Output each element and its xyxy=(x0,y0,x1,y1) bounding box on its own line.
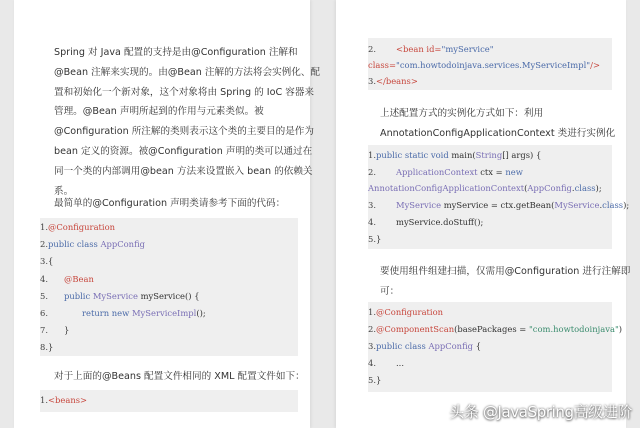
watermark-text: 头条 @JavaSpring高级进阶 xyxy=(449,403,632,421)
intro-line: 系。 xyxy=(54,185,74,197)
code-token: return new xyxy=(82,308,130,318)
code-block-java-config xyxy=(40,218,298,356)
code-line xyxy=(368,341,481,351)
code-token: myService = ctx.getBean( xyxy=(441,200,555,210)
intro-line: @Configuration 所注解的类则表示这个类的主要目的是作为 xyxy=(54,126,314,138)
code-line xyxy=(40,325,69,335)
code-line xyxy=(368,76,418,86)
simplest-text: 最简单的@Configuration 声明类请参考下面的代码： xyxy=(54,198,286,209)
line-number: 2. xyxy=(368,44,376,54)
simplest-paragraph xyxy=(54,194,285,214)
code-token: ); xyxy=(623,200,630,210)
code-token: } xyxy=(376,234,382,244)
xml-intro-paragraph xyxy=(54,367,305,387)
code-token: @ComponentScan xyxy=(376,324,455,334)
code-token: @Configuration xyxy=(48,222,116,232)
intro-line: @Bean 注解来实现的。由@Bean 注解的方法将会实例化、配 xyxy=(54,66,321,78)
code-token: MyService xyxy=(396,200,442,210)
code-line xyxy=(368,375,381,385)
scan-paragraph xyxy=(380,262,630,302)
line-number: 7. xyxy=(40,325,48,335)
code-token: MyService xyxy=(554,200,600,210)
right-page xyxy=(336,0,631,428)
code-line xyxy=(368,44,494,54)
code-token: (); xyxy=(196,308,206,318)
code-token: AppConfig xyxy=(425,341,474,351)
intro-paragraph xyxy=(54,43,320,201)
code-line xyxy=(40,291,200,301)
line-number: 2. xyxy=(40,239,48,249)
code-token: public class xyxy=(376,341,426,351)
code-token: ... xyxy=(396,358,404,368)
line-number: 4. xyxy=(40,274,48,284)
code-token: myService.doStuff(); xyxy=(396,217,484,227)
line-number: 5. xyxy=(368,375,376,385)
code-line xyxy=(40,256,53,266)
code-token: public static void xyxy=(376,150,449,160)
line-number: 5. xyxy=(40,291,48,301)
code-token: "myService" xyxy=(441,44,494,54)
line-number: 8. xyxy=(40,342,48,352)
code-token: } xyxy=(64,325,70,335)
line-number: 3. xyxy=(368,200,376,210)
code-token: } xyxy=(376,375,382,385)
line-number: 6. xyxy=(40,308,48,318)
code-line xyxy=(40,222,115,232)
code-token: class xyxy=(602,200,624,210)
code-token: ( xyxy=(524,183,528,193)
code-line xyxy=(40,342,53,352)
intro-line: Spring 对 Java 配置的支持是由@Configuration 注解和 xyxy=(54,47,298,58)
code-token: "com.howtodoinjava.services.MyServiceImpl" xyxy=(395,60,591,70)
code-line xyxy=(368,183,602,193)
code-line xyxy=(368,60,600,70)
line-number: 2. xyxy=(368,167,376,177)
code-line xyxy=(368,358,404,368)
code-token: MyServiceImpl xyxy=(129,308,197,318)
line-number: 1. xyxy=(40,395,48,405)
code-token: main( xyxy=(448,150,476,160)
code-token: <bean xyxy=(396,44,424,54)
code-line xyxy=(368,200,629,210)
line-number: 1. xyxy=(368,307,376,317)
code-token: ); xyxy=(595,183,602,193)
code-line xyxy=(368,234,381,244)
code-block-xml-bean xyxy=(368,38,612,90)
code-token: AnnotationConfigApplicationContext xyxy=(368,183,525,193)
intro-line: 同一个类的内部调用@bean 方法来设置嵌入 bean 的依赖关 xyxy=(54,165,313,177)
instantiate-line: AnnotationConfigApplicationContext 类进行实例化 xyxy=(380,127,616,139)
code-token: myService() { xyxy=(137,291,200,301)
scan-line: 要使用组件组建扫描，仅需用@Configuration 进行注解即 xyxy=(380,266,631,277)
code-token: ApplicationContext xyxy=(396,167,478,177)
code-token: . xyxy=(599,200,603,210)
code-block-xml-start xyxy=(40,390,298,412)
code-token: AppConfig xyxy=(527,183,572,193)
code-token: } xyxy=(48,342,54,352)
code-token: MyService xyxy=(90,291,138,301)
code-token: [] args) { xyxy=(502,150,542,160)
code-token: new xyxy=(505,167,523,177)
instantiate-paragraph xyxy=(380,104,615,144)
line-number: 4. xyxy=(368,358,376,368)
code-line xyxy=(368,150,541,160)
code-line xyxy=(40,308,206,318)
code-token: { xyxy=(473,341,482,351)
code-line xyxy=(368,167,523,177)
intro-line: 管理。@Bean 声明所起到的作用与元素类似。被 xyxy=(54,106,264,118)
code-token: . xyxy=(571,183,575,193)
code-token: /> xyxy=(590,60,600,70)
code-token: <beans> xyxy=(48,395,88,405)
code-token: ctx = xyxy=(477,167,506,177)
code-token: id= xyxy=(423,44,442,54)
code-token: { xyxy=(48,256,54,266)
line-number: 2. xyxy=(368,324,376,334)
line-number: 3. xyxy=(40,256,48,266)
code-token: (basePackages = xyxy=(454,324,529,334)
code-token: @Bean xyxy=(64,274,94,284)
code-line xyxy=(40,395,87,405)
code-token: AppConfig xyxy=(97,239,146,249)
line-number: 3. xyxy=(368,76,376,86)
instantiate-line: 上述配置方式的实例化方式如下：利用 xyxy=(380,108,544,119)
code-token: class xyxy=(574,183,596,193)
scan-line: 可： xyxy=(380,285,400,297)
code-line xyxy=(40,274,94,284)
code-token: public class xyxy=(48,239,98,249)
left-page xyxy=(14,0,321,428)
code-token: @Configuration xyxy=(376,307,444,317)
code-line xyxy=(368,307,443,317)
code-line xyxy=(368,324,622,334)
code-token: "com.howtodoinjava" xyxy=(528,324,619,334)
line-number: 1. xyxy=(368,150,376,160)
code-block-main xyxy=(368,145,630,249)
code-token: public xyxy=(64,291,91,301)
line-number: 4. xyxy=(368,217,376,227)
intro-line: bean 定义的资源。被@Configuration 声明的类可以通过在 xyxy=(54,145,313,157)
line-number: 5. xyxy=(368,234,376,244)
line-number: 3. xyxy=(368,341,376,351)
code-line xyxy=(368,217,483,227)
code-token: </beans> xyxy=(376,76,418,86)
intro-line: 置和初始化一个新对象，这个对象将由 Spring 的 IoC 容器来 xyxy=(54,86,315,98)
code-token: String xyxy=(475,150,503,160)
xml-intro-text: 对于上面的@Beans 配置文件相同的 XML 配置文件如下： xyxy=(54,371,305,382)
code-token: class= xyxy=(368,60,396,70)
code-token: ) xyxy=(618,324,623,334)
code-block-component-scan xyxy=(368,302,623,392)
line-number: 1. xyxy=(40,222,48,232)
code-line xyxy=(40,239,145,249)
